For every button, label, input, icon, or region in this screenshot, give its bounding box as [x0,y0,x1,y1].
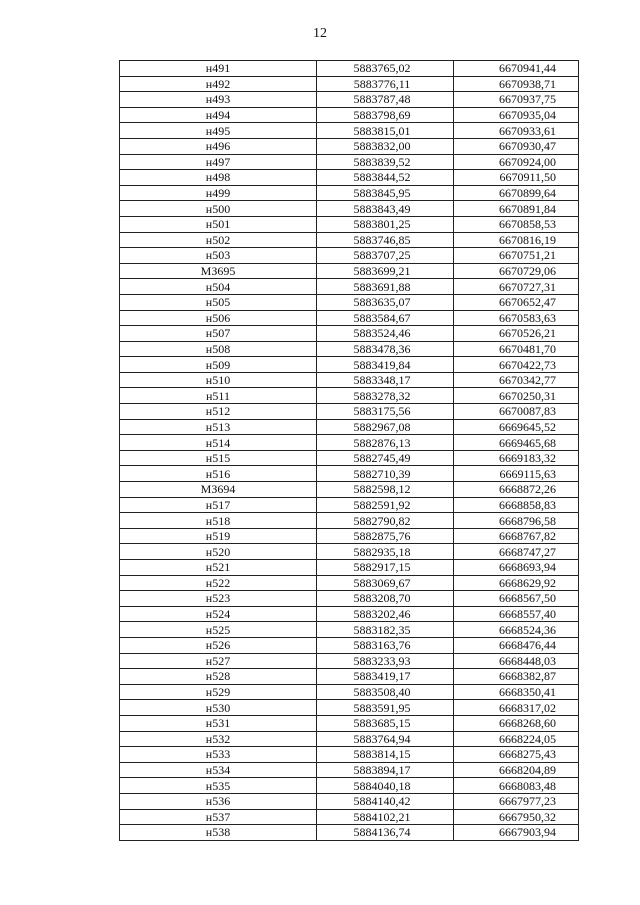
point-name-cell: н532 [120,731,317,747]
y-coordinate-cell: 6668448,03 [454,653,579,669]
point-name-cell: н524 [120,606,317,622]
point-name-cell: н503 [120,248,317,264]
x-coordinate-cell: 5883691,88 [317,279,454,295]
y-coordinate-cell: 6670911,50 [454,170,579,186]
point-name-cell: н517 [120,497,317,513]
point-name-cell: МЗ694 [120,482,317,498]
x-coordinate-cell: 5883591,95 [317,700,454,716]
x-coordinate-cell: 5882710,39 [317,466,454,482]
x-coordinate-cell: 5883894,17 [317,762,454,778]
table-row [120,123,579,139]
y-coordinate-cell: 6670858,53 [454,216,579,232]
table-row [120,326,579,342]
y-coordinate-cell: 6668767,82 [454,528,579,544]
point-name-cell: н491 [120,61,317,77]
table-row [120,591,579,607]
point-name-cell: н507 [120,326,317,342]
coordinates-table-body [120,61,579,841]
point-name-cell: н538 [120,825,317,841]
y-coordinate-cell: 6668275,43 [454,747,579,763]
table-row [120,279,579,295]
table-row [120,232,579,248]
x-coordinate-cell: 5883844,52 [317,170,454,186]
y-coordinate-cell: 6667950,32 [454,809,579,825]
x-coordinate-cell: 5882935,18 [317,544,454,560]
x-coordinate-cell: 5883832,00 [317,138,454,154]
point-name-cell: н492 [120,76,317,92]
table-row [120,700,579,716]
x-coordinate-cell: 5884040,18 [317,778,454,794]
y-coordinate-cell: 6670751,21 [454,248,579,264]
x-coordinate-cell: 5883814,15 [317,747,454,763]
table-row [120,341,579,357]
y-coordinate-cell: 6670481,70 [454,341,579,357]
table-row [120,715,579,731]
table-row [120,747,579,763]
x-coordinate-cell: 5882591,92 [317,497,454,513]
y-coordinate-cell: 6668476,44 [454,637,579,653]
x-coordinate-cell: 5883765,02 [317,61,454,77]
point-name-cell: МЗ695 [120,263,317,279]
table-row [120,92,579,108]
y-coordinate-cell: 6668382,87 [454,669,579,685]
table-row [120,138,579,154]
y-coordinate-cell: 6670899,64 [454,185,579,201]
point-name-cell: н522 [120,575,317,591]
x-coordinate-cell: 5883163,76 [317,637,454,653]
point-name-cell: н501 [120,216,317,232]
y-coordinate-cell: 6670937,75 [454,92,579,108]
point-name-cell: н520 [120,544,317,560]
x-coordinate-cell: 5883182,35 [317,622,454,638]
x-coordinate-cell: 5882598,12 [317,482,454,498]
y-coordinate-cell: 6670526,21 [454,326,579,342]
y-coordinate-cell: 6670087,83 [454,404,579,420]
table-row [120,216,579,232]
table-row [120,637,579,653]
x-coordinate-cell: 5883478,36 [317,341,454,357]
point-name-cell: н496 [120,138,317,154]
table-row [120,185,579,201]
y-coordinate-cell: 6670891,84 [454,201,579,217]
table-row [120,560,579,576]
point-name-cell: н513 [120,419,317,435]
y-coordinate-cell: 6668747,27 [454,544,579,560]
point-name-cell: н516 [120,466,317,482]
point-name-cell: н499 [120,185,317,201]
point-name-cell: н494 [120,107,317,123]
table-row [120,419,579,435]
table-row [120,357,579,373]
y-coordinate-cell: 6668317,02 [454,700,579,716]
table-row [120,61,579,77]
x-coordinate-cell: 5883069,67 [317,575,454,591]
table-row [120,606,579,622]
point-name-cell: н529 [120,684,317,700]
point-name-cell: н498 [120,170,317,186]
y-coordinate-cell: 6669465,68 [454,435,579,451]
x-coordinate-cell: 5883508,40 [317,684,454,700]
y-coordinate-cell: 6670933,61 [454,123,579,139]
table-row [120,684,579,700]
y-coordinate-cell: 6668204,89 [454,762,579,778]
point-name-cell: н531 [120,715,317,731]
table-row [120,450,579,466]
point-name-cell: н515 [120,450,317,466]
point-name-cell: н530 [120,700,317,716]
point-name-cell: н527 [120,653,317,669]
table-row [120,778,579,794]
table-row [120,731,579,747]
x-coordinate-cell: 5883764,94 [317,731,454,747]
x-coordinate-cell: 5883202,46 [317,606,454,622]
point-name-cell: н526 [120,637,317,653]
y-coordinate-cell: 6667903,94 [454,825,579,841]
x-coordinate-cell: 5883845,95 [317,185,454,201]
x-coordinate-cell: 5882917,15 [317,560,454,576]
y-coordinate-cell: 6668567,50 [454,591,579,607]
table-row [120,544,579,560]
point-name-cell: н493 [120,92,317,108]
point-name-cell: н510 [120,372,317,388]
table-row [120,404,579,420]
table-row [120,388,579,404]
y-coordinate-cell: 6670342,77 [454,372,579,388]
y-coordinate-cell: 6670930,47 [454,138,579,154]
y-coordinate-cell: 6669115,63 [454,466,579,482]
y-coordinate-cell: 6670941,44 [454,61,579,77]
x-coordinate-cell: 5883419,84 [317,357,454,373]
y-coordinate-cell: 6668629,92 [454,575,579,591]
table-row [120,653,579,669]
x-coordinate-cell: 5884140,42 [317,793,454,809]
point-name-cell: н512 [120,404,317,420]
point-name-cell: н521 [120,560,317,576]
x-coordinate-cell: 5883685,15 [317,715,454,731]
coordinates-table [119,60,579,841]
x-coordinate-cell: 5883815,01 [317,123,454,139]
x-coordinate-cell: 5884136,74 [317,825,454,841]
point-name-cell: н500 [120,201,317,217]
point-name-cell: н535 [120,778,317,794]
table-row [120,435,579,451]
x-coordinate-cell: 5882745,49 [317,450,454,466]
y-coordinate-cell: 6669183,32 [454,450,579,466]
y-coordinate-cell: 6667977,23 [454,793,579,809]
y-coordinate-cell: 6668524,36 [454,622,579,638]
y-coordinate-cell: 6669645,52 [454,419,579,435]
point-name-cell: н523 [120,591,317,607]
x-coordinate-cell: 5883787,48 [317,92,454,108]
table-row [120,248,579,264]
table-row [120,528,579,544]
x-coordinate-cell: 5882967,08 [317,419,454,435]
y-coordinate-cell: 6670652,47 [454,294,579,310]
table-row [120,107,579,123]
x-coordinate-cell: 5883419,17 [317,669,454,685]
y-coordinate-cell: 6670727,31 [454,279,579,295]
x-coordinate-cell: 5883798,69 [317,107,454,123]
page-number: 12 [313,26,327,41]
point-name-cell: н528 [120,669,317,685]
table-row [120,170,579,186]
table-row [120,497,579,513]
x-coordinate-cell: 5883801,25 [317,216,454,232]
table-row [120,809,579,825]
x-coordinate-cell: 5882790,82 [317,513,454,529]
table-row [120,762,579,778]
x-coordinate-cell: 5883843,49 [317,201,454,217]
point-name-cell: н533 [120,747,317,763]
y-coordinate-cell: 6668083,48 [454,778,579,794]
point-name-cell: н504 [120,279,317,295]
y-coordinate-cell: 6670935,04 [454,107,579,123]
x-coordinate-cell: 5883208,70 [317,591,454,607]
x-coordinate-cell: 5883746,85 [317,232,454,248]
x-coordinate-cell: 5883776,11 [317,76,454,92]
table-row [120,310,579,326]
y-coordinate-cell: 6668858,83 [454,497,579,513]
point-name-cell: н534 [120,762,317,778]
table-row [120,793,579,809]
table-row [120,513,579,529]
x-coordinate-cell: 5882876,13 [317,435,454,451]
y-coordinate-cell: 6670816,19 [454,232,579,248]
x-coordinate-cell: 5883524,46 [317,326,454,342]
y-coordinate-cell: 6670250,31 [454,388,579,404]
y-coordinate-cell: 6670938,71 [454,76,579,92]
point-name-cell: н536 [120,793,317,809]
table-row [120,372,579,388]
x-coordinate-cell: 5883233,93 [317,653,454,669]
point-name-cell: н511 [120,388,317,404]
y-coordinate-cell: 6668693,94 [454,560,579,576]
table-row [120,294,579,310]
x-coordinate-cell: 5883175,56 [317,404,454,420]
point-name-cell: н505 [120,294,317,310]
point-name-cell: н502 [120,232,317,248]
point-name-cell: н508 [120,341,317,357]
x-coordinate-cell: 5883584,67 [317,310,454,326]
table-row [120,154,579,170]
table-row [120,263,579,279]
point-name-cell: н514 [120,435,317,451]
x-coordinate-cell: 5883839,52 [317,154,454,170]
x-coordinate-cell: 5883348,17 [317,372,454,388]
point-name-cell: н497 [120,154,317,170]
point-name-cell: н518 [120,513,317,529]
table-row [120,201,579,217]
table-row [120,622,579,638]
y-coordinate-cell: 6668557,40 [454,606,579,622]
point-name-cell: н525 [120,622,317,638]
y-coordinate-cell: 6668224,05 [454,731,579,747]
point-name-cell: н506 [120,310,317,326]
point-name-cell: н509 [120,357,317,373]
table-row [120,76,579,92]
y-coordinate-cell: 6668268,60 [454,715,579,731]
table-row [120,466,579,482]
point-name-cell: н519 [120,528,317,544]
y-coordinate-cell: 6670422,73 [454,357,579,373]
table-row [120,482,579,498]
y-coordinate-cell: 6668872,26 [454,482,579,498]
x-coordinate-cell: 5882875,76 [317,528,454,544]
y-coordinate-cell: 6668796,58 [454,513,579,529]
y-coordinate-cell: 6670583,63 [454,310,579,326]
x-coordinate-cell: 5883635,07 [317,294,454,310]
x-coordinate-cell: 5884102,21 [317,809,454,825]
table-row [120,669,579,685]
y-coordinate-cell: 6670729,06 [454,263,579,279]
x-coordinate-cell: 5883699,21 [317,263,454,279]
point-name-cell: н495 [120,123,317,139]
point-name-cell: н537 [120,809,317,825]
table-row [120,575,579,591]
y-coordinate-cell: 6668350,41 [454,684,579,700]
y-coordinate-cell: 6670924,00 [454,154,579,170]
x-coordinate-cell: 5883278,32 [317,388,454,404]
table-row [120,825,579,841]
x-coordinate-cell: 5883707,25 [317,248,454,264]
